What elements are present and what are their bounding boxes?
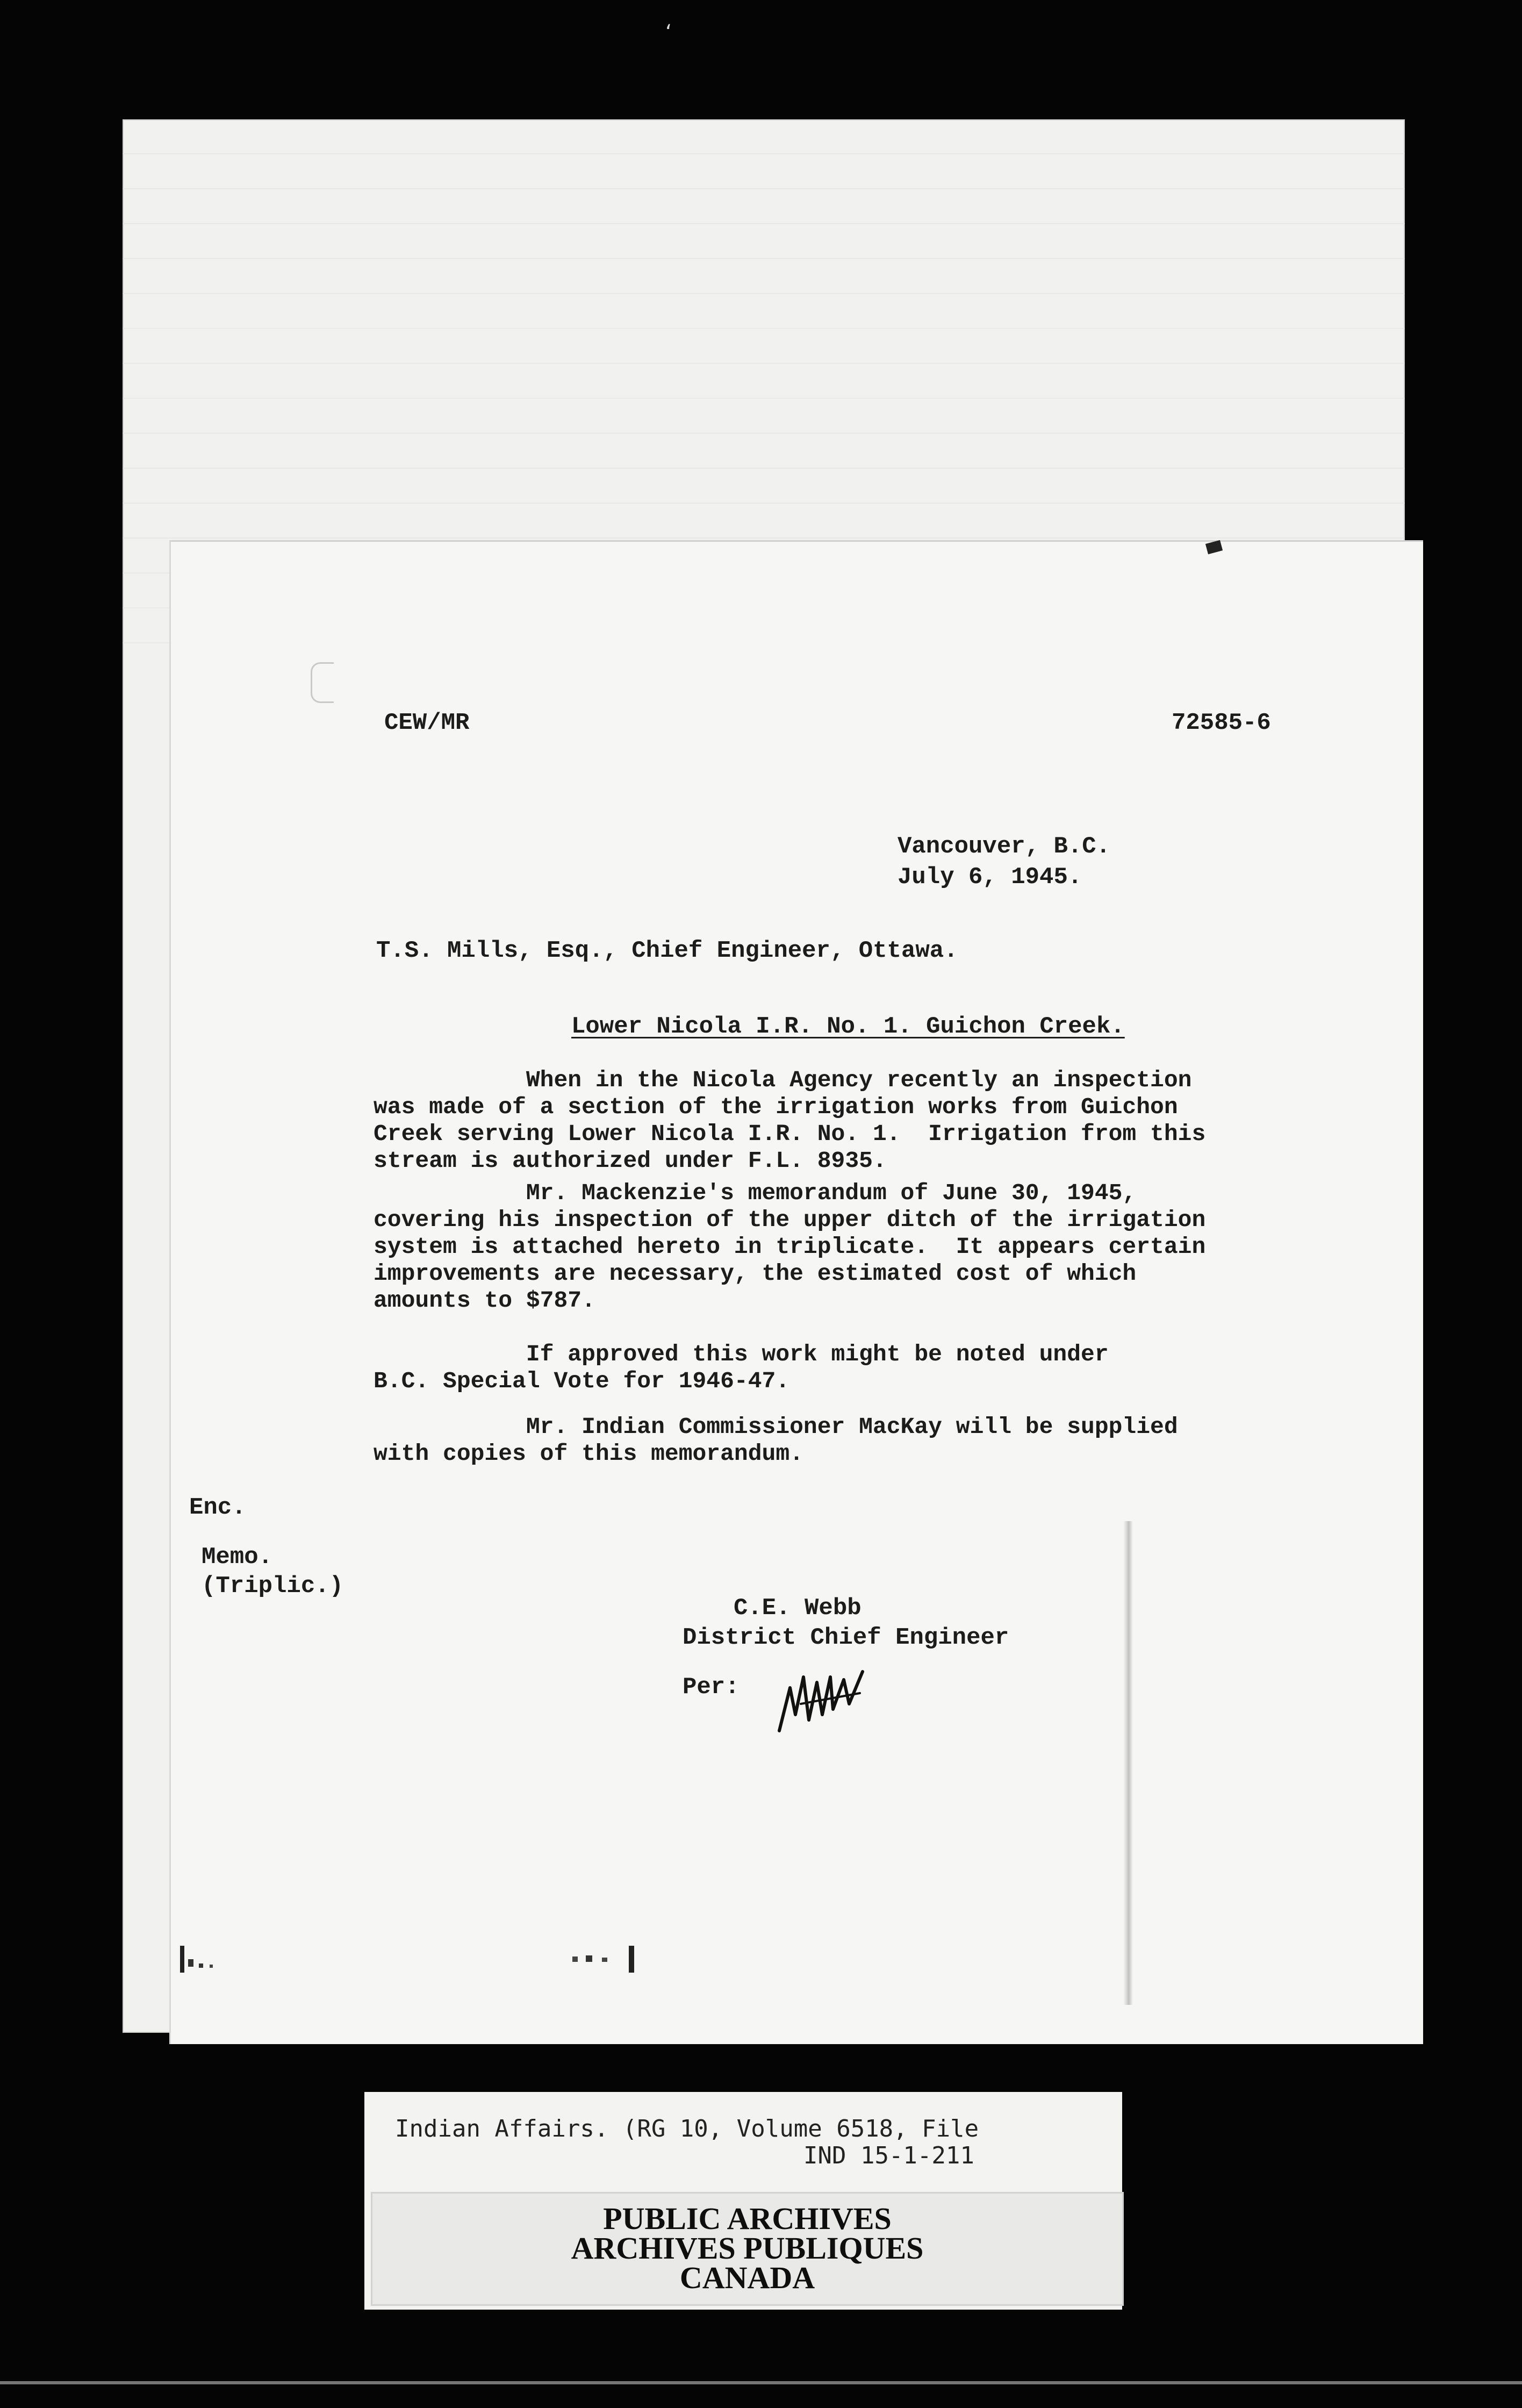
archives-stamp	[371, 2192, 1124, 2306]
ink-smudge-mark	[177, 1943, 231, 1975]
per-label: Per:	[683, 1674, 740, 1701]
body-paragraph-3: If approved this work might be noted under B.C. Special Vote for 1946-47.	[374, 1341, 1109, 1394]
signatory-title: District Chief Engineer	[683, 1624, 1009, 1651]
signatory-name: C.E. Webb	[734, 1595, 861, 1622]
enclosure-item: Memo.	[202, 1544, 273, 1571]
stamp-line-3: CANADA	[679, 2260, 815, 2295]
citation-line-2: IND 15-1-211	[803, 2142, 974, 2169]
file-number: 72585-6	[1172, 710, 1271, 736]
enclosure-label: Enc.	[189, 1494, 246, 1521]
film-speck-mark: ʻ	[665, 20, 672, 44]
body-paragraph-4: Mr. Indian Commissioner MacKay will be supplied with copies of this memorandum.	[374, 1414, 1178, 1467]
citation-line-1: Indian Affairs. (RG 10, Volume 6518, File	[395, 2115, 979, 2142]
handwritten-signature	[769, 1656, 876, 1742]
body-paragraph-2: Mr. Mackenzie's memorandum of June 30, 1945, covering his inspection of the upper ditch of the irrigation system is attached hereto in triplicate. It appears certain improvements are necessary, the estimated cost of which amounts to $787.	[374, 1180, 1206, 1314]
body-paragraph-1: When in the Nicola Agency recently an inspection was made of a section of the irrigation works from Guichon Creek serving Lower Nicola I.R. No. 1. Irrigation from this stream is authorized under F.L. 8935.	[374, 1067, 1206, 1174]
reference-initials: CEW/MR	[384, 710, 470, 736]
page-fold-shadow	[1123, 1521, 1133, 2005]
stamp-line-2: ARCHIVES PUBLIQUES	[571, 2231, 924, 2266]
ink-smudge-mark-2	[570, 1946, 640, 1973]
subject-line: Lower Nicola I.R. No. 1. Guichon Creek.	[571, 1013, 1125, 1040]
letter-place: Vancouver, B.C.	[898, 833, 1111, 860]
addressee-line: T.S. Mills, Esq., Chief Engineer, Ottawa.	[376, 937, 958, 964]
film-edge-strip	[0, 2381, 1522, 2384]
letter-date: July 6, 1945.	[898, 864, 1082, 891]
punch-hole-mark	[311, 662, 334, 703]
stamp-line-1: PUBLIC ARCHIVES	[603, 2201, 892, 2236]
enclosure-note: (Triplic.)	[202, 1573, 344, 1600]
